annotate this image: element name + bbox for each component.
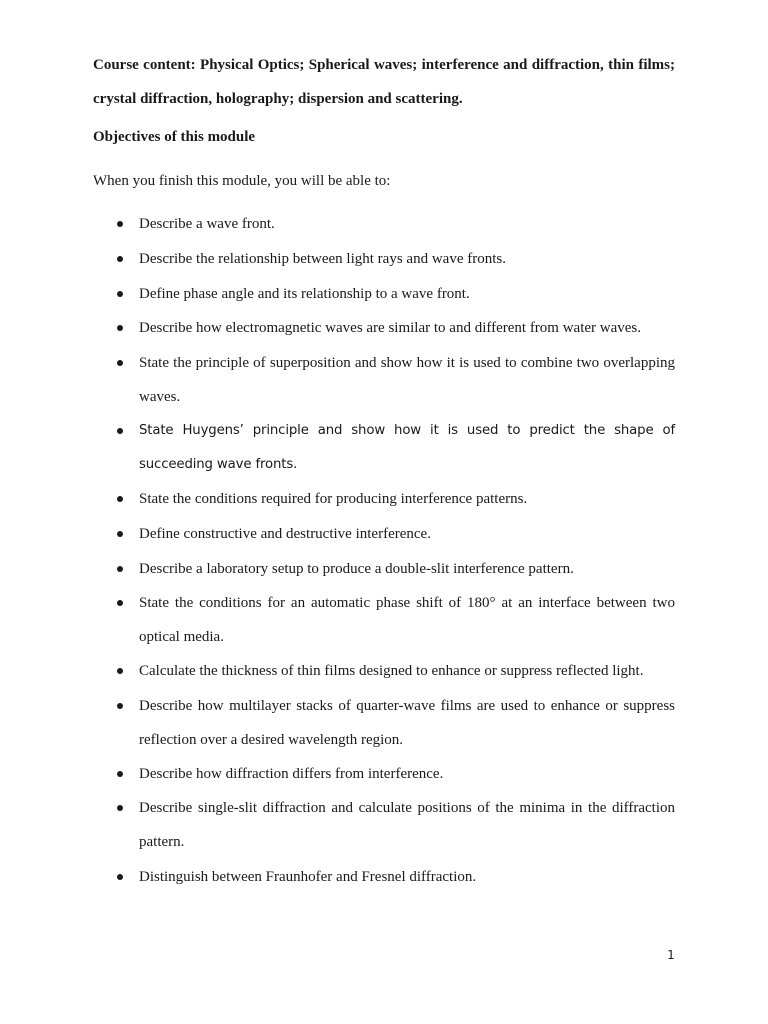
- bullet-icon: [116, 207, 124, 241]
- bullet-icon: [116, 860, 124, 894]
- bullet-icon: [116, 311, 124, 345]
- list-item: [139, 482, 675, 516]
- list-item: [139, 242, 675, 276]
- list-item-text: Describe how electromagnetic waves are similar to and different from water waves.: [139, 320, 642, 336]
- list-item: [139, 791, 675, 859]
- bullet-icon: [116, 654, 124, 688]
- list-item-text: Define phase angle and its relationship to a wave front.: [139, 286, 470, 302]
- list-item-text: Describe single-slit diffraction and calculate positions of the minima in the diffraction pattern.: [139, 800, 675, 850]
- bullet-icon: [116, 346, 124, 380]
- list-item-text: Describe how diffraction differs from interference.: [139, 766, 444, 782]
- list-item-text: State the principle of superposition and show how it is used to combine two overlapping waves.: [139, 355, 675, 405]
- list-item-text: Describe the relationship between light rays and wave fronts.: [139, 251, 506, 267]
- list-item: [139, 277, 675, 311]
- list-item: [139, 311, 675, 345]
- list-item-text: Describe a wave front.: [139, 216, 275, 232]
- bullet-icon: [116, 689, 124, 723]
- bullet-icon: [116, 757, 124, 791]
- bullet-icon: [116, 242, 124, 276]
- list-item-text: Define constructive and destructive interference.: [139, 526, 431, 542]
- list-item: [139, 517, 675, 551]
- list-item: [139, 654, 675, 688]
- list-item-text: State Huygens’ principle and show how it is used to predict the shape of succeeding wave fronts.: [139, 423, 675, 472]
- bullet-icon: [116, 517, 124, 551]
- list-item-text: Describe a laboratory setup to produce a double-slit interference pattern.: [139, 561, 574, 577]
- bullet-icon: [116, 277, 124, 311]
- intro-sentence: When you finish this module, you will be able to:: [93, 173, 391, 189]
- page-number: 1: [667, 948, 675, 962]
- list-item-text: State the conditions required for producing interference patterns.: [139, 491, 528, 507]
- list-item-text: Calculate the thickness of thin films designed to enhance or suppress reflected light.: [139, 663, 644, 679]
- bullet-icon: [116, 414, 124, 448]
- list-item-text: Distinguish between Fraunhofer and Fresnel diffraction.: [139, 869, 477, 885]
- list-item-text: Describe how multilayer stacks of quarter-wave films are used to enhance or suppress reflection over a desired wavelength region.: [139, 698, 675, 748]
- list-item: [139, 346, 675, 414]
- list-item: [139, 757, 675, 791]
- list-item: [139, 586, 675, 654]
- list-item: [139, 860, 675, 894]
- bullet-icon: [116, 586, 124, 620]
- bullet-icon: [116, 482, 124, 516]
- bullet-icon: [116, 552, 124, 586]
- course-content-paragraph: Course content: Physical Optics; Spherical waves; interference and diffraction, thin films; crystal diffraction, holography; dispersion and scattering.: [93, 57, 675, 107]
- list-item: [139, 414, 675, 482]
- list-item-text: State the conditions for an automatic phase shift of 180° at an interface between two optical media.: [139, 595, 675, 645]
- list-item: [139, 207, 675, 241]
- list-item: [139, 689, 675, 757]
- objectives-heading: Objectives of this module: [93, 129, 256, 145]
- bullet-icon: [116, 791, 124, 825]
- list-item: [139, 552, 675, 586]
